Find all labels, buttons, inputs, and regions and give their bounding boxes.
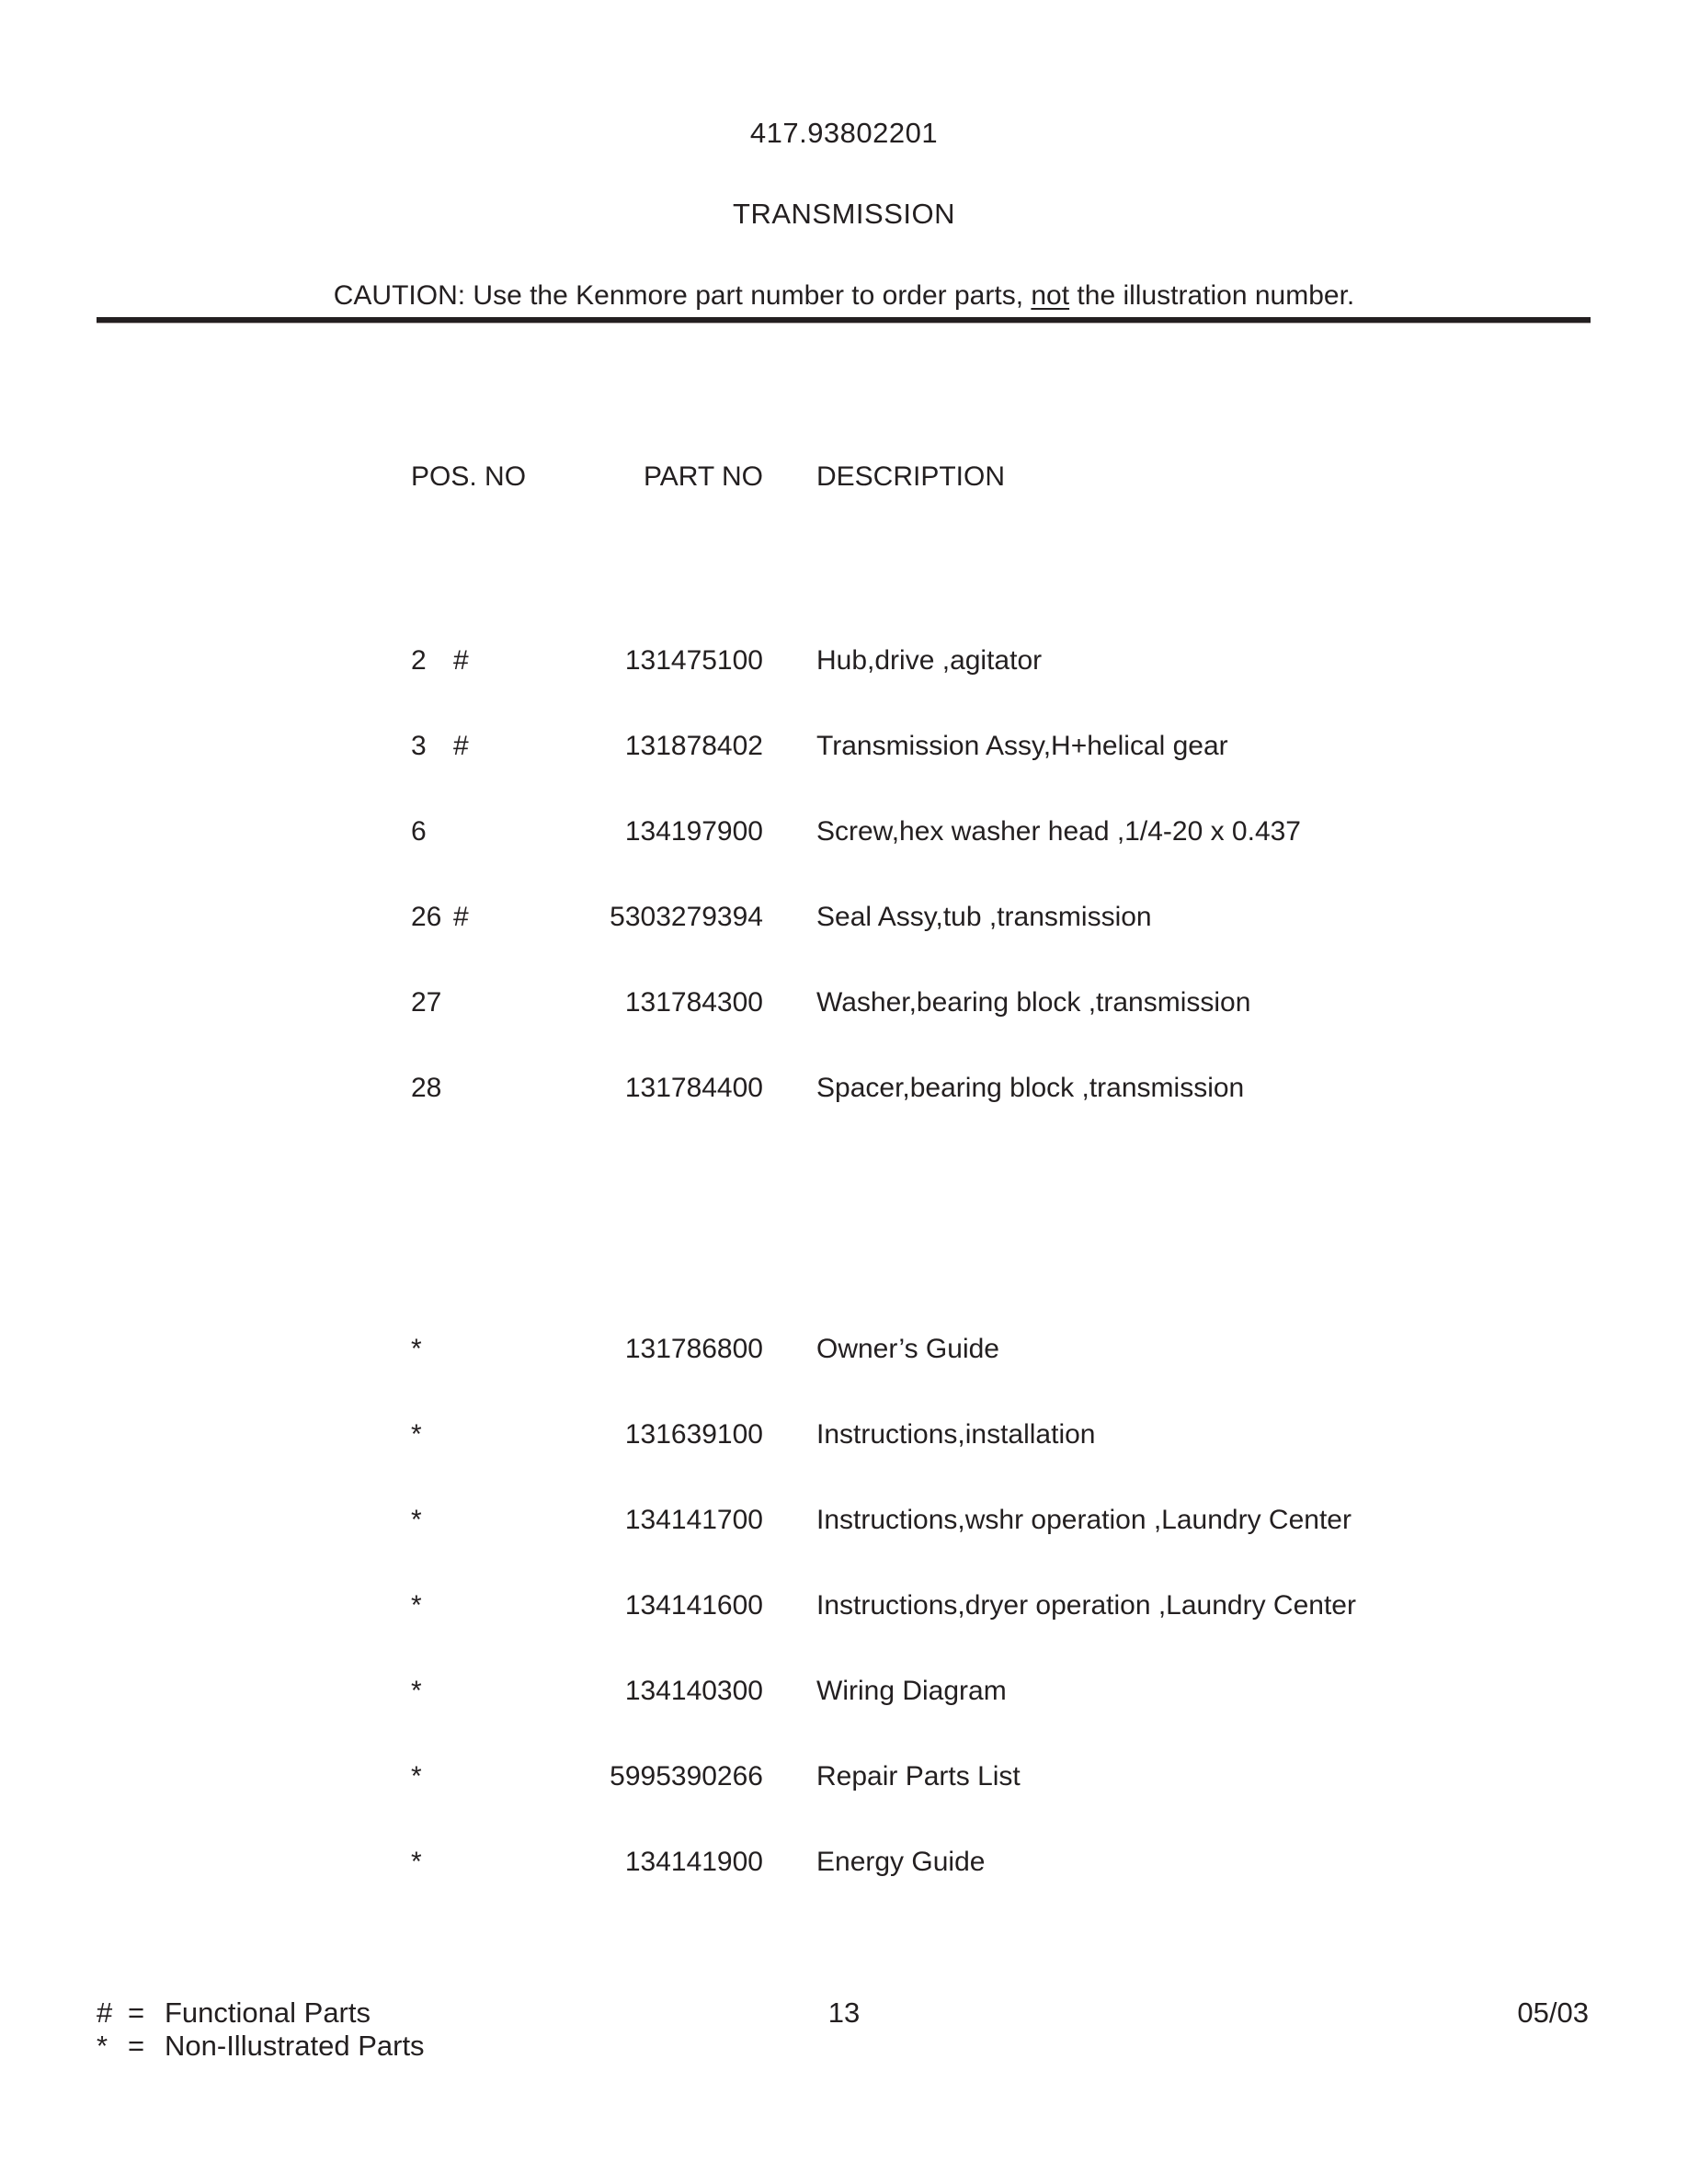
part-no: 134141900 xyxy=(624,1847,763,1877)
part-description: Instructions,installation xyxy=(816,1419,1096,1450)
illustrated-parts-group xyxy=(411,589,1356,1159)
part-no: 134140300 xyxy=(624,1676,763,1706)
pos-no: 3 xyxy=(411,731,427,761)
divider-rule xyxy=(97,317,1591,324)
table-row xyxy=(411,817,1356,846)
part-description: Instructions,wshr operation ,Laundry Center xyxy=(816,1505,1352,1535)
pos-no: * xyxy=(411,1761,422,1792)
part-no: 131639100 xyxy=(624,1419,763,1450)
part-description: Transmission Assy,H+helical gear xyxy=(816,731,1228,761)
part-description: Instructions,dryer operation ,Laundry Center xyxy=(816,1590,1356,1621)
part-no: 131784300 xyxy=(624,987,763,1018)
pos-no: * xyxy=(411,1676,422,1706)
part-description: Owner’s Guide xyxy=(816,1334,999,1364)
pos-flag: # xyxy=(453,731,469,761)
caution-prefix: CAUTION: Use the Kenmore part number to order parts, xyxy=(333,280,1032,311)
part-no: 131784400 xyxy=(624,1073,763,1103)
caution-text xyxy=(0,280,1688,311)
header-part-no: PART NO xyxy=(643,461,763,492)
pos-no: 26 xyxy=(411,902,442,932)
part-no: 134141600 xyxy=(624,1590,763,1621)
caution-underlined-word: not xyxy=(1031,280,1070,311)
table-row xyxy=(411,988,1356,1017)
page-number: 13 xyxy=(827,1996,861,2029)
hash-symbol: # xyxy=(97,1996,113,2029)
asterisk-symbol: * xyxy=(97,2030,108,2062)
legend-non-illustrated-parts xyxy=(97,2030,425,2063)
header-description: DESCRIPTION xyxy=(816,461,1006,492)
pos-no: 2 xyxy=(411,645,427,676)
pos-no: * xyxy=(411,1419,422,1450)
part-no: 134141700 xyxy=(624,1505,763,1535)
pos-no: 28 xyxy=(411,1073,442,1103)
pos-no: 6 xyxy=(411,816,427,847)
part-description: Spacer,bearing block ,transmission xyxy=(816,1073,1245,1103)
pos-flag: # xyxy=(453,902,469,932)
part-no: 5303279394 xyxy=(610,902,763,932)
part-description: Repair Parts List xyxy=(816,1761,1021,1792)
part-description: Energy Guide xyxy=(816,1847,986,1877)
part-description: Hub,drive ,agitator xyxy=(816,645,1043,676)
part-description: Seal Assy,tub ,transmission xyxy=(816,902,1152,932)
table-row xyxy=(411,1335,1356,1363)
header-pos-no: POS. NO xyxy=(411,461,527,492)
parts-table xyxy=(411,377,1356,2019)
pos-no: * xyxy=(411,1505,422,1535)
part-no: 131786800 xyxy=(624,1334,763,1364)
model-number: 417.93802201 xyxy=(749,117,939,149)
section-title: TRANSMISSION xyxy=(733,198,955,230)
legend-label: Non-Illustrated Parts xyxy=(165,2030,425,2062)
caution-suffix: the illustration number. xyxy=(1069,280,1355,311)
equals-sign: = xyxy=(128,2030,145,2062)
table-row xyxy=(411,1506,1356,1534)
non-illustrated-parts-group xyxy=(411,1278,1356,1933)
part-no: 5995390266 xyxy=(610,1761,763,1792)
legend-label: Functional Parts xyxy=(165,1996,371,2029)
table-row xyxy=(411,1074,1356,1102)
part-description: Screw,hex washer head ,1/4-20 x 0.437 xyxy=(816,816,1301,847)
pos-no: * xyxy=(411,1847,422,1877)
table-header-row xyxy=(411,462,1356,491)
table-row xyxy=(411,1762,1356,1791)
pos-no: * xyxy=(411,1334,422,1364)
table-row xyxy=(411,646,1356,675)
part-no: 131475100 xyxy=(624,645,763,676)
table-row xyxy=(411,1677,1356,1705)
table-row xyxy=(411,1848,1356,1876)
pos-no: * xyxy=(411,1590,422,1621)
table-row xyxy=(411,1420,1356,1449)
part-no: 131878402 xyxy=(624,731,763,761)
table-row xyxy=(411,1591,1356,1620)
table-row xyxy=(411,732,1356,760)
pos-flag: # xyxy=(453,645,469,676)
table-row xyxy=(411,903,1356,931)
equals-sign: = xyxy=(128,1996,145,2029)
revision-date: 05/03 xyxy=(1517,1996,1589,2029)
part-description: Wiring Diagram xyxy=(816,1676,1007,1706)
part-no: 134197900 xyxy=(624,816,763,847)
pos-no: 27 xyxy=(411,987,442,1018)
part-description: Washer,bearing block ,transmission xyxy=(816,987,1251,1018)
